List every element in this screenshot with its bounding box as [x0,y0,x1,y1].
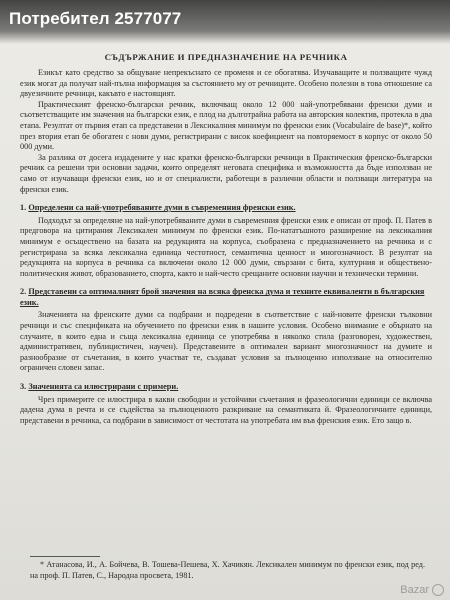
page-heading: СЪДЪРЖАНИЕ И ПРЕДНАЗНАЧЕНИЕ НА РЕЧНИКА [104,52,348,62]
footnote: * Атанасова, И., А. Бойчева, В. Тошева-Пешева, Х. Хачикян. Лексикален минимум по френски език, под ред. на проф. П. Патев, С., Народна просвета, 1981. [30,560,425,580]
section-3-heading: Значенията са илюстрирани с примери. [28,382,179,392]
section-2-heading: Представени са оптималният брой значения на всяка френска дума и техните еквиваленти в българския език. [20,287,425,307]
section-3-title [20,382,432,393]
section-1-title [20,203,432,214]
watermark-logo-icon [432,584,444,596]
section-1-number: 1. [20,203,27,213]
section-2-body: Значенията на френските думи са подбрани и подредени в съответствие с най-новите френски тълковни речници и със спецификата на обучението по френски език в нашите условия. Особено внимание е обърнато на случаите, в които една и съща лексикална единица се употребява в няколко стила (разговорен, художествен, административен, публицистичен, научен). Представените в оптимален вариант многозначност на думите и разнообразие от съчетания, в които участват те, създават условия за пълноценно използване на относително ограничен словен запас. [20,310,432,373]
user-label: Потребител 2577077 [9,9,182,28]
section-3-body: Чрез примерите се илюстрира в какви свободни и устойчиви съчетания и фразеологични единици се включва дадена дума в речта и се съдейства за пълноценното разкриване на семантиката й. Фразеологичните единици, представени в речника, са подбрани в зависимост от честотата на употребата им във френския език. Ето защо в. [20,394,432,425]
section-3-number: 3. [20,382,27,392]
intro-paragraph-3: За разлика от досега издадените у нас кратки френско-български речници в Практическия френско-български речник са решени три основни задачи, които определят неговата специфика и възможността да бъде използван не само от изучаващи френски език, но и от специалисти, работещи в различни области и ползващи литература на френски език. [20,152,432,194]
intro-paragraph-2: Практическият френско-български речник, включващ около 12 000 най-употребявани френски думи и съответстващите им значения на български език, е плод на дълготрайна работа на авторския колектив, протекла в два етапа. Резултат от първия етап са представени в Лексикалния минимум по френски език (Vocabulaire de base)*, който през втория етап бе обогатен с нови думи, регистрирани с висок коефициент на повторяемост в корпус от около 50 000 думи. [20,99,432,152]
site-watermark [400,584,444,596]
user-banner [0,0,450,44]
section-1-heading: Определени са най-употребяваните думи в съвременния френски език. [28,203,296,213]
section-1-body: Подходът за определяне на най-употребяваните думи в съвременния френски език е описан от проф. П. Патев в предговора на цитирания Лексикален минимум по френски език. По-нататъшното разширение на лексикалния минимум е осъществено на базата на редукцията на корпуса, съобразена с предназначението на речника и с регистрирана за всяка лексикална единица честотност, семантична ценност и многозначност. В резултат на редукцията на корпуса в речника са включени около 12 000 думи, свързани с бита, културния и обществено-политическия живот, образованието, спорта, както и най-често срещаните основни научни и технически термини. [20,215,432,278]
watermark-text: Bazar [400,583,429,596]
section-2-number: 2. [20,287,27,297]
section-2-title [20,287,432,308]
intro-paragraph-1: Езикът като средство за общуване непрекъснато се променя и се обогатява. Изучаващите и ползващите чужд език могат да получат най-пълна информация за състоянието му от речниците. Особено полезни в това отношение са двуезичните речници, какъвто е настоящият. [20,68,432,99]
page-content [20,52,432,426]
footnote-divider [30,556,100,557]
